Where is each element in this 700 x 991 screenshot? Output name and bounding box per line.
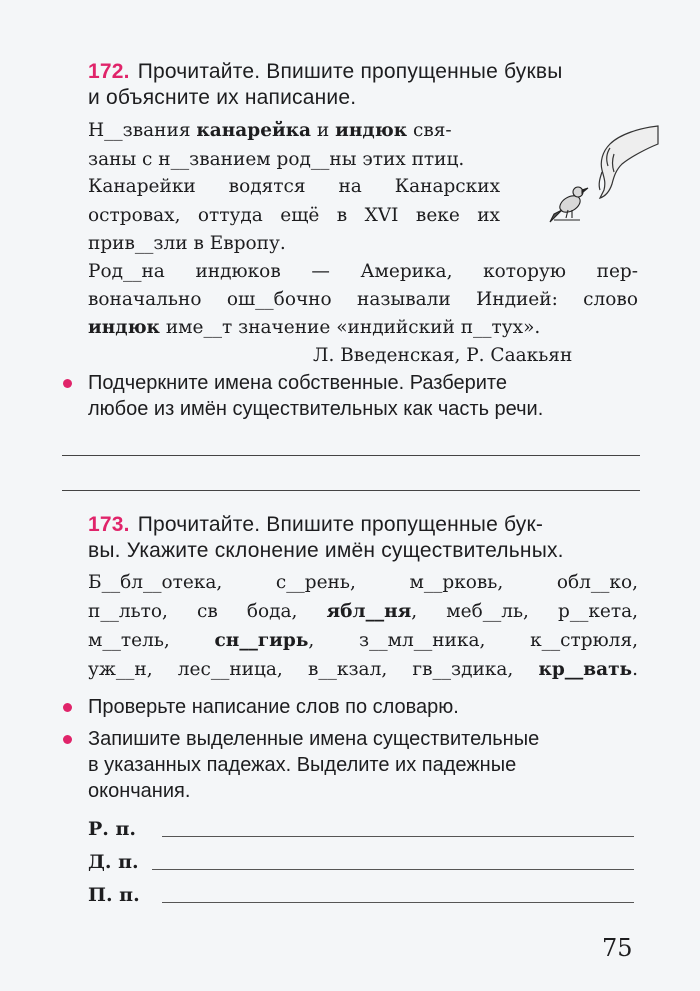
task-173-heading-line-1: Прочитайте. Впишите пропущенные бук- (137, 513, 544, 536)
bird-on-hand-illustration (540, 118, 660, 230)
bold-word-yablonya: ябл__ня (326, 601, 412, 622)
answer-line[interactable] (62, 455, 640, 456)
instruction-write: Запишите выделенные имена существительные (88, 728, 540, 750)
text-line: островах, оттуда ещё в XVI веке их (88, 205, 500, 226)
bold-word-krovat: кр__вать (538, 659, 633, 680)
task-172-heading (88, 58, 562, 86)
task-173-heading-line-2: вы. Укажите склонение имён существительных. (88, 539, 564, 562)
text-line: Н__звания канарейка и индюк свя- (88, 120, 452, 141)
word-line: м__тель, сн__гирь, з__мл__ника, к__стрюля, (88, 630, 638, 651)
text-line: воначально ош__бочно называли Индией: слово (88, 289, 638, 310)
bird-icon (550, 187, 588, 222)
bullet-dot (63, 703, 72, 712)
word-line: Б__бл__отека, с__рень, м__рковь, обл__ко, (88, 572, 638, 593)
bold-word-snegir: сн__гирь (214, 630, 309, 651)
answer-line-pp[interactable] (162, 902, 634, 903)
instruction-write: в указанных падежах. Выделите их падежные (88, 754, 517, 776)
text-line: заны с н__званием род__ны этих птиц. (88, 149, 465, 170)
instruction-write: окончания. (88, 780, 191, 802)
answer-line-rp[interactable] (162, 836, 634, 837)
instruction-underline: Подчеркните имена собственные. Разберите (88, 372, 507, 394)
word-line: уж__н, лес__ница, в__кзал, гв__здика, кр__вать. (88, 659, 638, 680)
answer-line-dp[interactable] (152, 869, 634, 870)
hand-icon (599, 126, 658, 198)
case-label-dp: Д. п. (88, 851, 139, 873)
task-173-heading (88, 511, 543, 539)
bold-word-indyuk: индюк (335, 120, 408, 141)
page-number: 75 (602, 934, 633, 962)
author-line: Л. Введенская, Р. Саакьян (313, 345, 573, 366)
text-line: Род__на индюков — Америка, которую пер- (88, 261, 638, 282)
case-label-rp: Р. п. (88, 818, 137, 840)
text-line: прив__зли в Европу. (88, 233, 286, 254)
task-172-heading-line-1: Прочитайте. Впишите пропущенные буквы (137, 60, 563, 83)
task-172-heading-line-2: и объясните их написание. (88, 86, 357, 109)
task-172-number: 172. (88, 60, 130, 83)
instruction-parse: любое из имён существительных как часть речи. (88, 398, 544, 420)
case-label-pp: П. п. (88, 884, 140, 906)
answer-line[interactable] (62, 490, 640, 491)
text-line: индюк име__т значение «индийский п__тух». (88, 317, 541, 338)
task-173-number: 173. (88, 513, 130, 536)
word-line: п__льто, св бода, ябл__ня, меб__ль, р__кета, (88, 601, 639, 622)
instruction-dictionary: Проверьте написание слов по словарю. (88, 696, 459, 718)
bullet-dot (63, 735, 72, 744)
bold-word-indyuk-2: индюк (88, 317, 160, 338)
text-line: Канарейки водятся на Канарских (88, 176, 500, 197)
bullet-dot (63, 379, 72, 388)
bold-word-kanareika: канарейка (196, 120, 312, 141)
